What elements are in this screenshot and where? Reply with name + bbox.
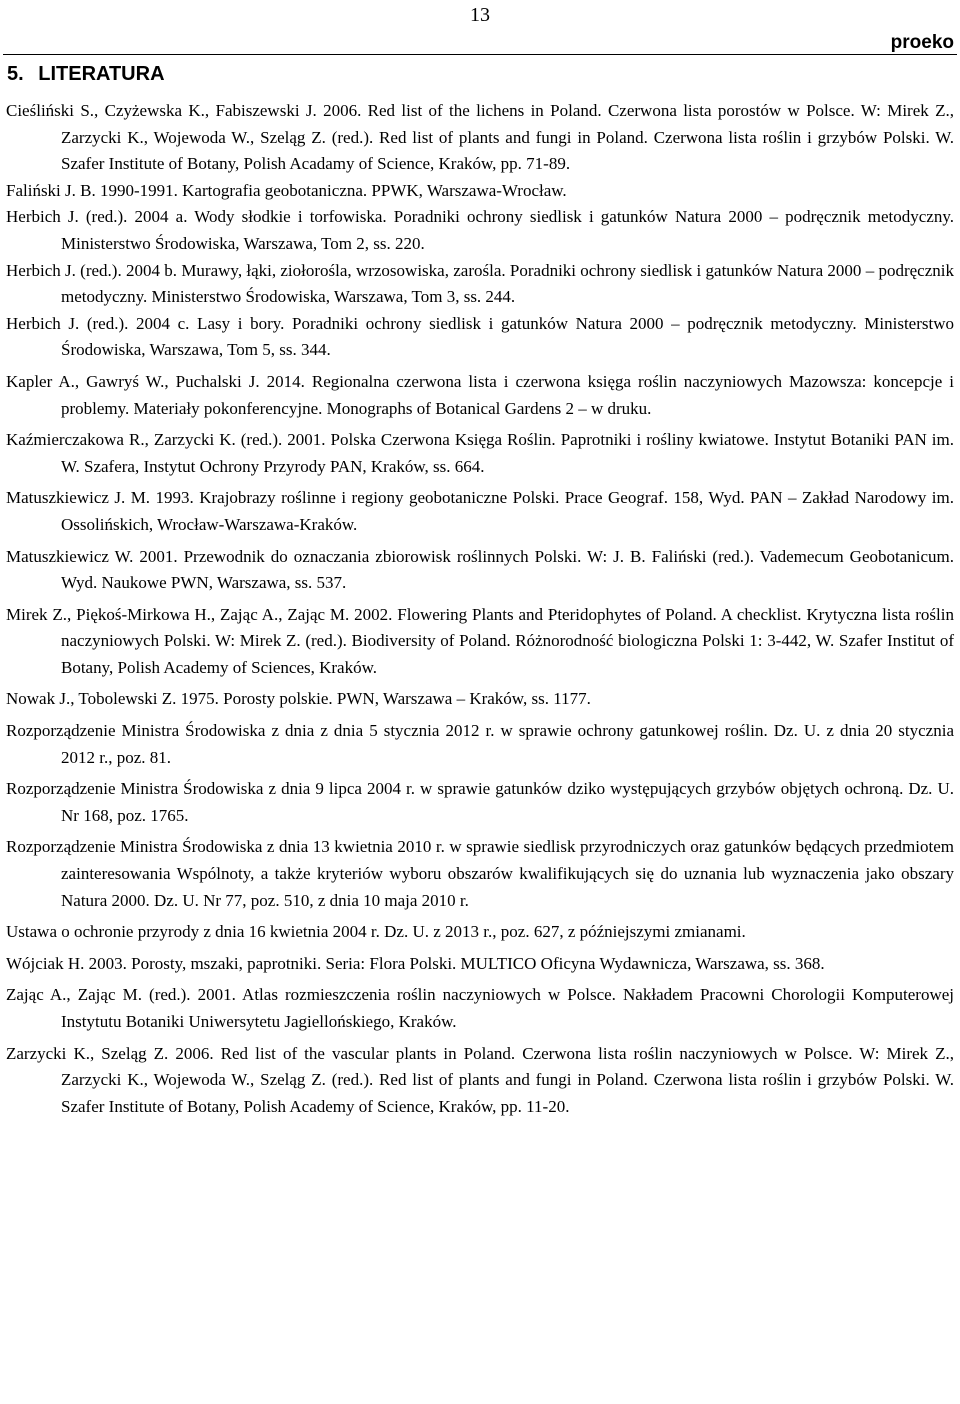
brand-logo-text: proeko [890, 32, 954, 53]
reference-item: Wójciak H. 2003. Porosty, mszaki, paprotniki. Seria: Flora Polski. MULTICO Oficyna Wydawnicza, Warszawa, ss. 368. [6, 953, 825, 973]
reference-item: Herbich J. (red.). 2004 c. Lasy i bory. Poradniki ochrony siedlisk i gatunków Natura 2000 – podręcznik metodyczny. Ministerstwo Środowiska, Warszawa, Tom 5, ss. 344. [6, 313, 954, 360]
reference-item: Herbich J. (red.). 2004 a. Wody słodkie i torfowiska. Poradniki ochrony siedlisk i gatunków Natura 2000 – podręcznik metodyczny. Ministerstwo Środowiska, Warszawa, Tom 2, ss. 220. [6, 207, 954, 253]
reference-item: Ustawa o ochronie przyrody z dnia 16 kwietnia 2004 r. Dz. U. z 2013 r., poz. 627, z późniejszymi zmianami. [6, 922, 746, 942]
reference-item: Cieśliński S., Czyżewska K., Fabiszewski J. 2006. Red list of the lichens in Poland. Czerwona lista porostów w Polsce. W: Mirek Z., Zarzycki K., Wojewoda W., Szeląg Z. (red.). Red list of plants and fungi in Poland. Czerwona lista roślin i grzybów Polski. W. Szafer Institute of Botany, Polish Acadamy of Science, Kraków, pp. 71-89. [6, 101, 954, 174]
reference-item: Matuszkiewicz J. M. 1993. Krajobrazy roślinne i regiony geobotaniczne Polski. Prace Geograf. 158, Wyd. PAN – Zakład Narodowy im. Ossolińskich, Wrocław-Warszawa-Kraków. [6, 488, 954, 534]
reference-item: Faliński J. B. 1990-1991. Kartografia geobotaniczna. PPWK, Warszawa-Wrocław. [6, 180, 567, 200]
reference-item: Rozporządzenie Ministra Środowiska z dnia z dnia 5 stycznia 2012 r. w sprawie ochrony gatunkowej roślin. Dz. U. z dnia 20 stycznia 2012 r., poz. 81. [6, 721, 954, 767]
reference-item: Rozporządzenie Ministra Środowiska z dnia 13 kwietnia 2010 r. w sprawie siedlisk przyrodniczych oraz gatunków będących przedmiotem zainteresowania Wspólnoty, a także kryteriów wyboru obszarów kwalifikujących się do uznania lub wyznaczenia jako obszary Natura 2000. Dz. U. Nr 77, poz. 510, z dnia 10 maja 2010 r. [6, 837, 954, 910]
reference-item: Herbich J. (red.). 2004 b. Murawy, łąki, ziołorośla, wrzosowiska, zarośla. Poradniki ochrony siedlisk i gatunków Natura 2000 – podręcznik metodyczny. Ministerstwo Środowiska, Warszawa, Tom 3, ss. 244. [6, 260, 954, 307]
reference-item: Rozporządzenie Ministra Środowiska z dnia 9 lipca 2004 r. w sprawie gatunków dziko występujących grzybów objętych ochroną. Dz. U. Nr 168, poz. 1765. [6, 779, 954, 825]
header-rule [3, 54, 957, 55]
reference-item: Zarzycki K., Szeląg Z. 2006. Red list of the vascular plants in Poland. Czerwona lista roślin naczyniowych w Polsce. W: Mirek Z., Zarzycki K., Wojewoda W., Szeląg Z. (red.). Red list of plants and fungi in Poland. Czerwona lista roślin i grzybów Polski. W. Szafer Institute of Botany, Polish Academy of Science, Kraków, pp. 11-20. [6, 1043, 954, 1116]
reference-item: Mirek Z., Piękoś-Mirkowa H., Zając A., Zając M. 2002. Flowering Plants and Pteridophytes of Poland. A checklist. Krytyczna lista roślin naczyniowych Polski. W: Mirek Z. (red.). Biodiversity of Poland. Różnorodność biologiczna Polski 1: 3-442, W. Szafer Institut of Botany, Polish Academy of Sciences, Kraków. [6, 604, 954, 677]
reference-item: Kapler A., Gawryś W., Puchalski J. 2014. Regionalna czerwona lista i czerwona księga roślin naczyniowych Mazowsza: koncepcje i problemy. Materiały pokonferencyjne. Monographs of Botanical Gardens 2 – w druku. [6, 371, 954, 418]
reference-item: Nowak J., Tobolewski Z. 1975. Porosty polskie. PWN, Warszawa – Kraków, ss. 1177. [6, 689, 591, 709]
section-heading: 5. LITERATURA [7, 63, 165, 85]
reference-list [6, 98, 954, 1125]
reference-item: Kaźmierczakowa R., Zarzycki K. (red.). 2001. Polska Czerwona Księga Roślin. Paprotniki i rośliny kwiatowe. Instytut Botaniki PAN im. W. Szafera, Instytut Ochrony Przyrody PAN, Kraków, ss. 664. [6, 430, 954, 476]
page-number: 13 [470, 4, 490, 26]
reference-item: Matuszkiewicz W. 2001. Przewodnik do oznaczania zbiorowisk roślinnych Polski. W: J. B. Faliński (red.). Vademecum Geobotanicum. Wyd. Naukowe PWN, Warszawa, ss. 537. [6, 546, 954, 593]
reference-item: Zając A., Zając M. (red.). 2001. Atlas rozmieszczenia roślin naczyniowych w Polsce. Nakładem Pracowni Chorologii Komputerowej Instytutu Botaniki Uniwersytetu Jagiellońskiego, Kraków. [6, 985, 954, 1031]
